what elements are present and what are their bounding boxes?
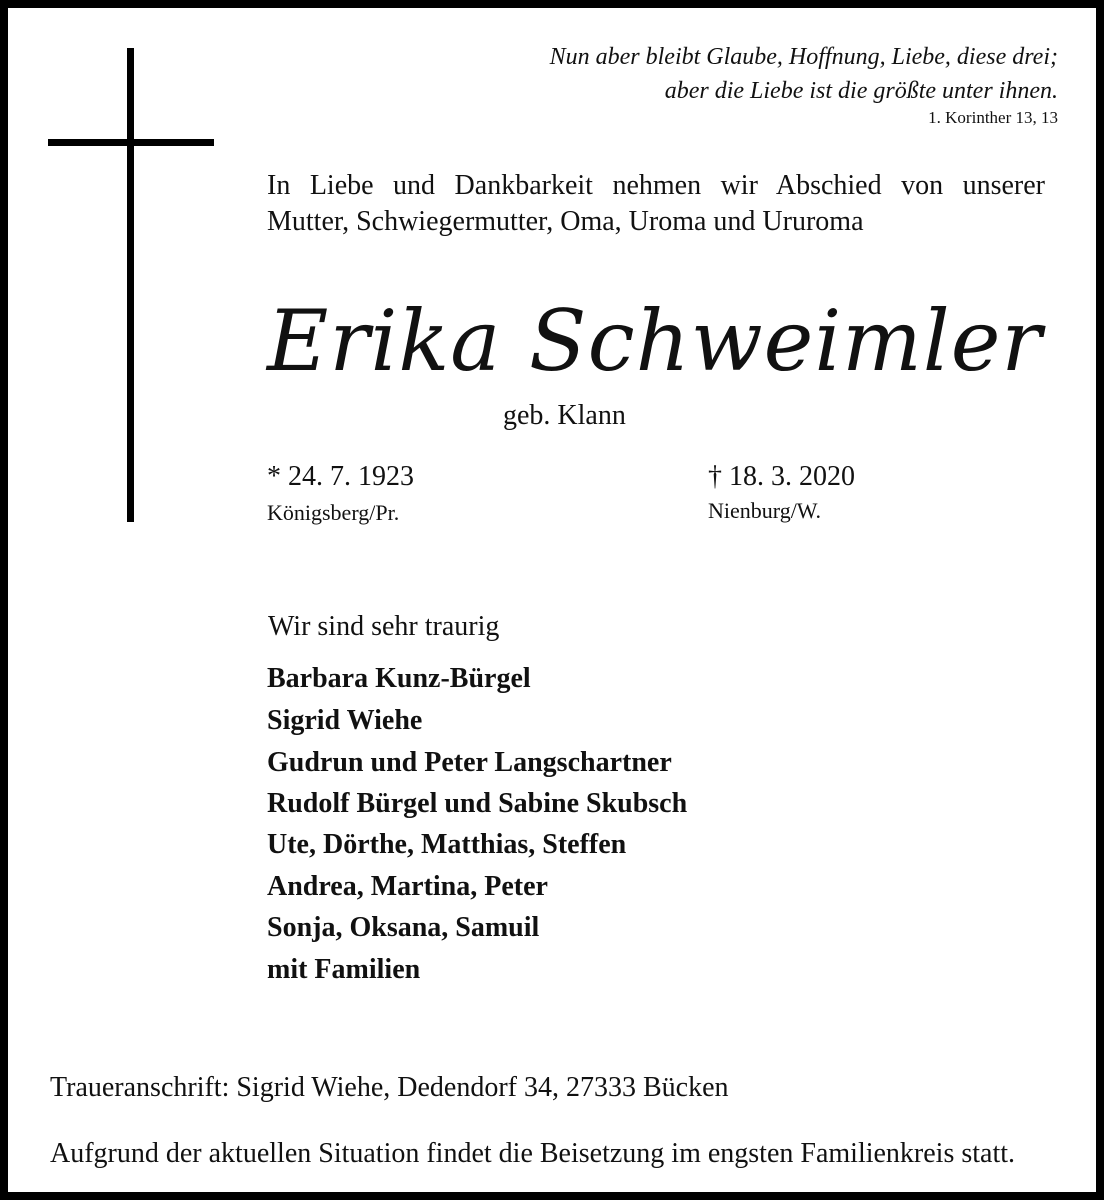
mourner-name: Barbara Kunz-Bürgel: [267, 663, 531, 694]
cross-icon-horizontal-bar: [48, 139, 214, 146]
verse-reference: 1. Korinther 13, 13: [928, 108, 1058, 127]
verse-line-2: aber die Liebe ist die größte unter ihnen.: [664, 78, 1058, 104]
burial-notice: Aufgrund der aktuellen Situation findet die Beisetzung im engsten Familienkreis statt.: [50, 1138, 1016, 1169]
death-date: † 18. 3. 2020: [708, 461, 855, 492]
mourner-name: mit Familien: [267, 954, 421, 985]
cross-icon-vertical-bar: [127, 48, 134, 522]
birth-date: * 24. 7. 1923: [267, 461, 414, 492]
birth-place: Königsberg/Pr.: [267, 500, 400, 525]
intro-line-2: Mutter, Schwiegermutter, Oma, Uroma und Ururoma: [267, 206, 864, 237]
mourner-name: Gudrun und Peter Langschartner: [267, 747, 672, 778]
mourner-name: Andrea, Martina, Peter: [267, 871, 548, 902]
mourner-name: Ute, Dörthe, Matthias, Steffen: [267, 829, 627, 860]
mourner-name: Rudolf Bürgel und Sabine Skubsch: [267, 788, 688, 819]
intro-line-1: In Liebe und Dankbarkeit nehmen wir Abschied von unserer: [267, 170, 1045, 201]
verse-line-1: Nun aber bleibt Glaube, Hoffnung, Liebe, diese drei;: [549, 44, 1058, 70]
mourners-intro: Wir sind sehr traurig: [268, 611, 500, 642]
death-place: Nienburg/W.: [708, 498, 822, 523]
maiden-name: geb. Klann: [503, 400, 626, 431]
mourner-name: Sigrid Wiehe: [267, 705, 423, 736]
deceased-name: Erika Schweimler: [267, 292, 1043, 390]
mourner-name: Sonja, Oksana, Samuil: [267, 912, 540, 943]
mourning-address: Traueranschrift: Sigrid Wiehe, Dedendorf 34, 27333 Bücken: [50, 1072, 729, 1103]
